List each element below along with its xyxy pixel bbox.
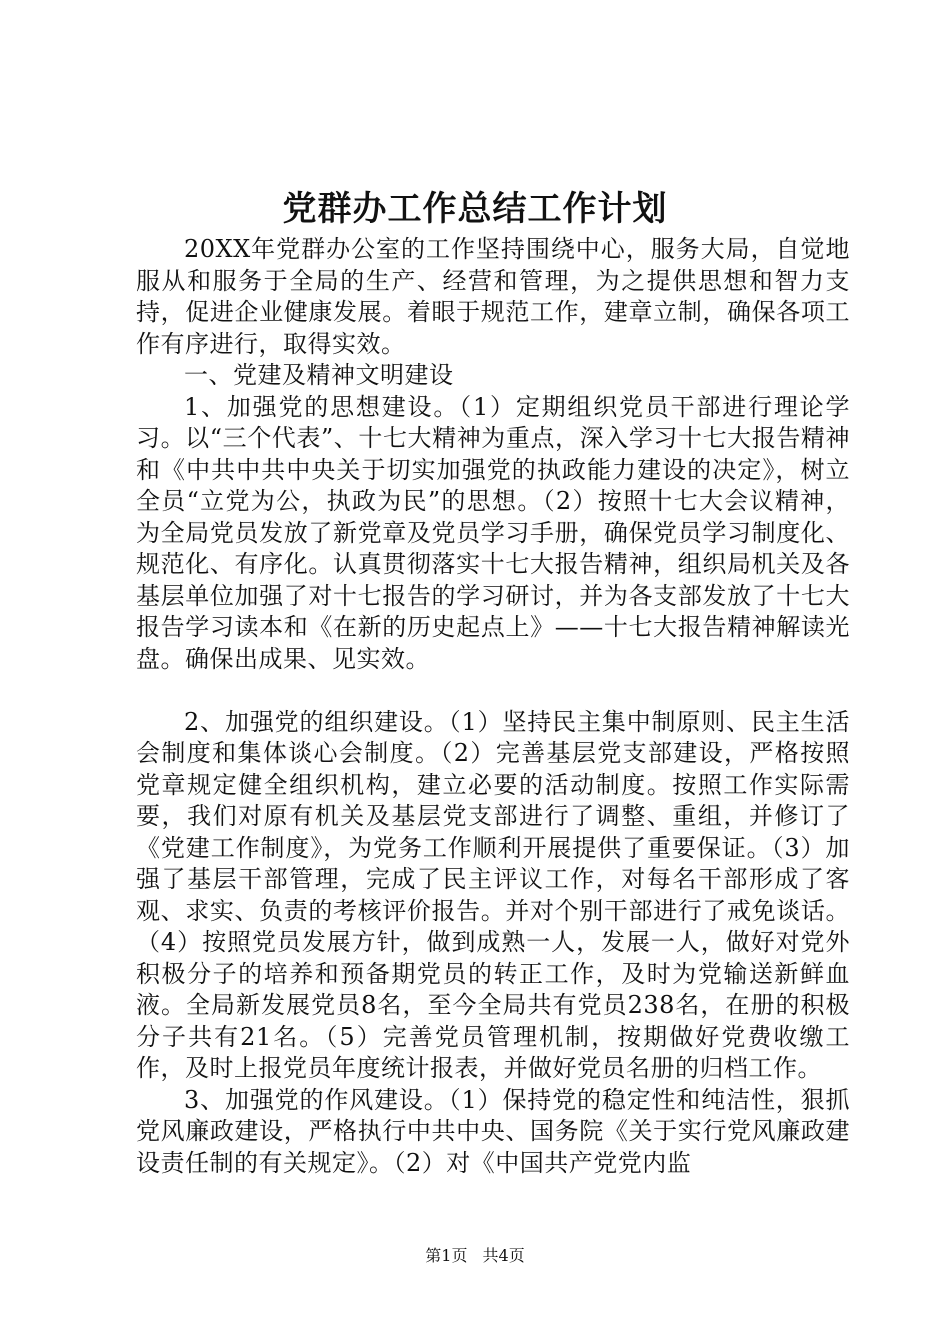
paragraph-intro: 20XX年党群办公室的工作坚持围绕中心，服务大局，自觉地服从和服务于全局的生产、经营和管理，为之提供思想和智力支持，促进企业健康发展。着眼于规范工作，建章立制，确保各项工作有序进行，取得实效。: [136, 235, 850, 358]
document-title: 党群办工作总结工作计划: [282, 189, 668, 229]
page-total: 共4页: [482, 1246, 525, 1265]
paragraph-workstyle: 3、加强党的作风建设。（1）保持党的稳定性和纯洁性，狠抓党风廉政建设，严格执行中共中央、国务院《关于实行党风廉政建设责任制的有关规定》。（2）对《中国共产党党内监: [136, 1085, 850, 1177]
paragraph-ideology: 1、加强党的思想建设。（1）定期组织党员干部进行理论学习。以“三个代表”、十七大精神为重点，深入学习十七大报告精神和《中共中共中央关于切实加强党的执政能力建设的决定》，树立全员“立党为公，执政为民”的思想。（2）按照十七大会议精神，为全局党员发放了新党章及党员学习手册，确保党员学习制度化、规范化、有序化。认真贯彻落实十七大报告精神，组织局机关及各基层单位加强了对十七报告的学习研讨，并为各支部发放了十七大报告学习读本和《在新的历史起点上》——十七大报告精神解读光盘。确保出成果、见实效。: [136, 392, 850, 673]
section-heading: 一、党建及精神文明建设: [184, 361, 454, 389]
document-body: [136, 234, 850, 1179]
paragraph-organization: 2、加强党的组织建设。（1）坚持民主集中制原则、民主生活会制度和集体谈心会制度。（2）完善基层党支部建设，严格按照党章规定健全组织机构，建立必要的活动制度。按照工作实际需要，我们对原有机关及基层党支部进行了调整、重组，并修订了《党建工作制度》，为党务工作顺利开展提供了重要保证。（3）加强了基层干部管理，完成了民主评议工作，对每名干部形成了客观、求实、负责的考核评价报告。并对个别干部进行了戒免谈话。（4）按照党员发展方针，做到成熟一人，发展一人，做好对党外积极分子的培养和预备期党员的转正工作，及时为党输送新鲜血液。全局新发展党员8名，至今全局共有党员238名，在册的积极分子共有21名。（5）完善党员管理机制，按期做好党费收缴工作，及时上报党员年度统计报表，并做好党员名册的归档工作。: [136, 707, 850, 1082]
page-footer: [0, 1245, 950, 1267]
page-number: 第1页: [425, 1246, 468, 1265]
